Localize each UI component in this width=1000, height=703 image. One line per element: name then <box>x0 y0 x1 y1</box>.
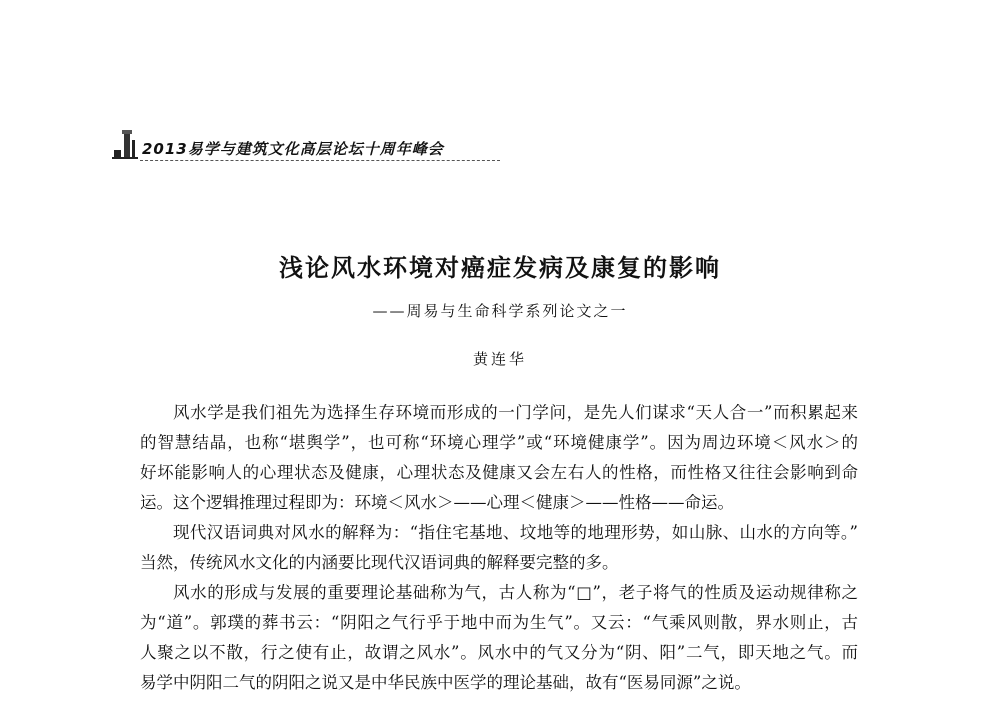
body-line: 人聚之以不散，行之使有止，故谓之风水”。风水中的气又分为“阴、阳”二气，即天地之气。而 <box>140 643 858 662</box>
article-body <box>140 398 858 698</box>
tower-logo-icon <box>112 126 138 160</box>
running-title: 2013易学与建筑文化高层论坛十周年峰会 <box>142 140 444 158</box>
body-line: 易学中阴阳二气的阴阳之说又是中华民族中医学的理论基础，故有“医易同源”之说。 <box>140 673 751 692</box>
article-author: 黄连华 <box>472 350 527 368</box>
running-header <box>112 126 497 162</box>
body-line: 的智慧结晶，也称“堪舆学”，也可称“环境心理学”或“环境健康学”。因为周边环境＜风水＞的 <box>140 433 858 452</box>
body-line: 风水学是我们祖先为选择生存环境而形成的一门学问，是先人们谋求“天人合一”而积累起来 <box>173 403 858 422</box>
body-line: 风水的形成与发展的重要理论基础称为气，古人称为“□”，老子将气的性质及运动规律称之 <box>173 583 858 602</box>
body-line: 运。这个逻辑推理过程即为：环境＜风水＞——心理＜健康＞——性格——命运。 <box>140 493 734 512</box>
body-line: 为“道”。郭璞的葬书云：“阴阳之气行乎于地中而为生气”。又云：“气乘风则散，界水则止，古 <box>140 613 858 632</box>
article-subtitle: ——周易与生命科学系列论文之一 <box>372 302 628 320</box>
body-line: 现代汉语词典对风水的解释为：“指住宅基地、坟地等的地理形势，如山脉、山水的方向等。” <box>173 523 858 542</box>
header-dashed-rule <box>140 160 500 161</box>
body-line: 好坏能影响人的心理状态及健康，心理状态及健康又会左右人的性格，而性格又往往会影响到命 <box>140 463 858 482</box>
body-line: 当然，传统风水文化的内涵要比现代汉语词典的解释要完整的多。 <box>140 553 619 572</box>
article-title: 浅论风水环境对癌症发病及康复的影响 <box>279 253 721 282</box>
